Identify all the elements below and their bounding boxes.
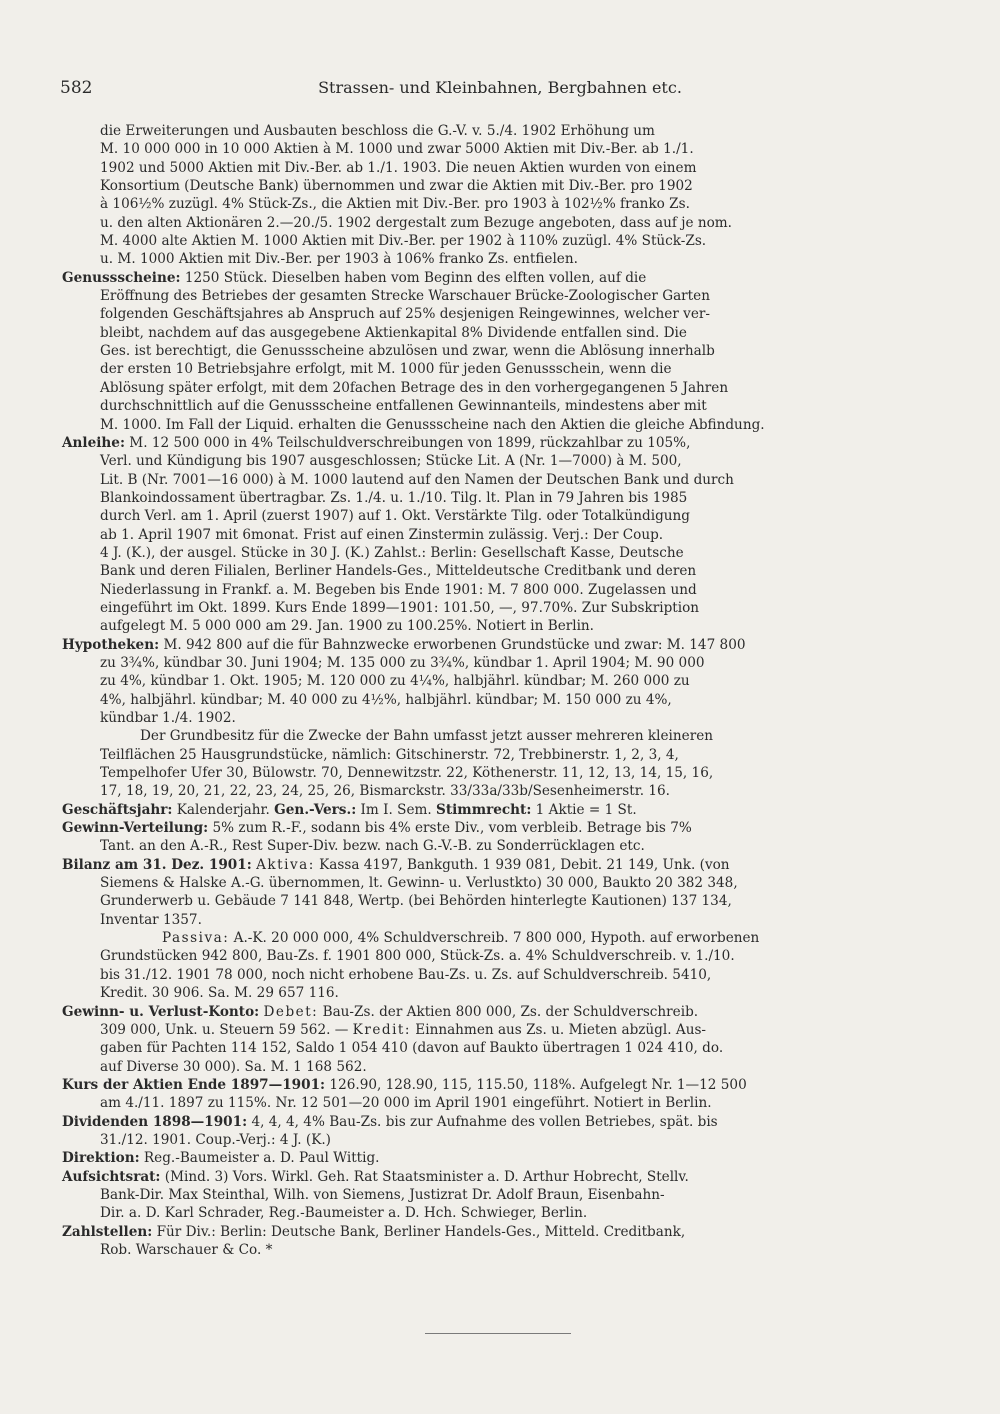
section-text: M. 12 500 000 in 4% Teilschuldverschreibungen von 1899, rückzahlbar zu 105%, xyxy=(129,434,691,451)
section-text: (Mind. 3) Vors. Wirkl. Geh. Rat Staatsminister a. D. Arthur Hobrecht, Stellv. xyxy=(164,1168,689,1185)
text-line xyxy=(100,1021,900,1039)
text-line: Ges. ist berechtigt, die Genussscheine abzulösen und zwar, wenn die Ablösung innerhalb xyxy=(100,343,715,360)
text-line: durch Verl. am 1. April (zuerst 1907) auf 1. Okt. Verstärkte Tilg. oder Totalkündigung xyxy=(100,508,691,525)
text-line: Grundstücken 942 800, Bau-Zs. f. 1901 800 000, Stück-Zs. a. 4% Schuldverschreib. v. 1./10. xyxy=(100,948,735,965)
kredit-label: Kredit: xyxy=(352,1021,411,1038)
section-first-line xyxy=(62,1113,900,1131)
section-first-line xyxy=(62,801,900,819)
text-line: Siemens & Halske A.-G. übernommen, lt. Gewinn- u. Verlustkto) 30 000, Baukto 20 382 348, xyxy=(100,875,738,892)
text-line: 4%, halbjährl. kündbar; M. 40 000 zu 4½%, halbjährl. kündbar; M. 150 000 zu 4%, xyxy=(100,691,672,708)
text-line: zu 4%, kündbar 1. Okt. 1905; M. 120 000 zu 4¼%, halbjährl. kündbar; M. 260 000 zu xyxy=(100,673,690,690)
section-first-line xyxy=(62,1168,900,1186)
text-line: Teilflächen 25 Hausgrundstücke, nämlich: Gitschinerstr. 72, Trebbinerstr. 1, 2, 3, 4, xyxy=(100,746,679,763)
text-line: Kredit. 30 906. Sa. M. 29 657 116. xyxy=(100,985,339,1002)
section-label: Kurs der Aktien Ende 1897—1901: xyxy=(62,1076,326,1093)
text-line: bleibt, nachdem auf das ausgegebene Aktienkapital 8% Dividende entfallen sind. Die xyxy=(100,324,687,341)
section-text: Kassa 4197, Bankguth. 1 939 081, Debit. 21 149, Unk. (von xyxy=(319,856,730,873)
section-label: Direktion: xyxy=(62,1150,140,1167)
text-line: Bank und deren Filialen, Berliner Handels-Ges., Mitteldeutsche Creditbank und deren xyxy=(100,563,697,580)
text-line: Ablösung später erfolgt, mit dem 20fachen Betrage des in den vorhergegangenen 5 Jahren xyxy=(100,379,729,396)
text-line: M. 4000 alte Aktien M. 1000 Aktien mit Div.-Ber. per 1902 à 110% zuzügl. 4% Stück-Zs. xyxy=(100,233,707,250)
section-text: 4, 4, 4, 4% Bau-Zs. bis zur Aufnahme des vollen Betriebes, spät. bis xyxy=(251,1113,718,1130)
section-direktion xyxy=(62,1149,900,1167)
text-line: 17, 18, 19, 20, 21, 22, 23, 24, 25, 26, Bismarckstr. 33/33a/33b/Sesenheimerstr. 16. xyxy=(100,783,670,800)
text-line: Lit. B (Nr. 7001—16 000) à M. 1000 lautend auf den Namen der Deutschen Bank und durch xyxy=(100,471,734,488)
passiva-line xyxy=(100,929,900,947)
section-first-line xyxy=(62,269,900,287)
text-line: bis 31./12. 1901 78 000, noch nicht erhobene Bau-Zs. u. Zs. auf Schuldverschreib. 5410, xyxy=(100,966,712,983)
section-label: Bilanz am 31. Dez. 1901: xyxy=(62,856,252,873)
section-label: Dividenden 1898—1901: xyxy=(62,1113,248,1130)
closing-rule xyxy=(425,1333,571,1334)
aktiva-label: Aktiva: xyxy=(256,856,315,873)
section-gewinn-verteilung xyxy=(62,819,900,856)
text-line: ab 1. April 1907 mit 6monat. Frist auf einen Zinstermin zulässig. Verj.: Der Coup. xyxy=(100,526,664,543)
text-line: kündbar 1./4. 1902. xyxy=(100,710,236,726)
text-line: auf Diverse 30 000). Sa. M. 1 168 562. xyxy=(100,1058,367,1075)
section-first-line xyxy=(62,1223,900,1241)
section-anleihe xyxy=(62,434,900,636)
running-head xyxy=(60,78,940,102)
section-label: Geschäftsjahr: xyxy=(62,801,173,818)
section-text: 5% zum R.-F., sodann bis 4% erste Div., vom verbleib. Betrage bis 7% xyxy=(212,820,692,837)
section-text: 126.90, 128.90, 115, 115.50, 118%. Aufgelegt Nr. 1—12 500 xyxy=(329,1076,747,1093)
section-text: Bau-Zs. der Aktien 800 000, Zs. der Schuldverschreib. xyxy=(322,1003,699,1020)
text-line: Der Grundbesitz für die Zwecke der Bahn umfasst jetzt ausser mehreren kleineren xyxy=(140,728,713,745)
text-line: Bank-Dir. Max Steinthal, Wilh. von Siemens, Justizrat Dr. Adolf Braun, Eisenbahn- xyxy=(100,1186,665,1203)
text-line: Dir. a. D. Karl Schrader, Reg.-Baumeister a. D. Hch. Schwieger, Berlin. xyxy=(100,1205,588,1222)
page-number: 582 xyxy=(60,78,93,98)
text-line: u. M. 1000 Aktien mit Div.-Ber. per 1903 à 106% franko Zs. entfielen. xyxy=(100,251,578,268)
text-line: Grunderwerb u. Gebäude 7 141 848, Wertp. (bei Behörden hinterlegte Kautionen) 137 134, xyxy=(100,893,732,910)
text-line: folgenden Geschäftsjahres ab Anspruch auf 25% desjenigen Reingewinnes, welcher ver- xyxy=(100,306,710,323)
text-line: gaben für Pachten 114 152, Saldo 1 054 410 (davon auf Baukto übertragen 1 024 410, do. xyxy=(100,1040,724,1057)
section-genussscheine xyxy=(62,269,900,434)
text-line: der ersten 10 Betriebsjahre erfolgt, mit M. 1000 für jeden Genussschein, wenn die xyxy=(100,361,672,378)
section-hypotheken xyxy=(62,636,900,801)
section-label: Genussscheine: xyxy=(62,269,181,286)
article-body xyxy=(62,122,900,1259)
section-geschaeftsjahr xyxy=(62,801,900,819)
section-text: M. 942 800 auf die für Bahnzwecke erworbenen Grundstücke und zwar: M. 147 800 xyxy=(163,636,746,653)
text-line: 4 J. (K.), der ausgel. Stücke in 30 J. (K.) Zahlst.: Berlin: Gesellschaft Kasse, Deutsche xyxy=(100,544,684,561)
text-line: Tant. an den A.-R., Rest Super-Div. bezw. nach G.-V.-B. zu Sonderrücklagen etc. xyxy=(100,838,645,855)
text-line: Verl. und Kündigung bis 1907 ausgeschlossen; Stücke Lit. A (Nr. 1—7000) à M. 500, xyxy=(100,453,682,470)
section-text: Im I. Sem. xyxy=(360,801,432,818)
section-text: 1 Aktie = 1 St. xyxy=(535,801,637,818)
section-kurs-der-aktien xyxy=(62,1076,900,1113)
text-line: Tempelhofer Ufer 30, Bülowstr. 70, Dennewitzstr. 22, Köthenerstr. 11, 12, 13, 14, 15, 16, xyxy=(100,765,714,782)
section-label: Aufsichtsrat: xyxy=(62,1168,161,1185)
text-line: u. den alten Aktionären 2.—20./5. 1902 dergestalt zum Bezuge angeboten, dass auf je nom. xyxy=(100,214,732,231)
text-line: aufgelegt M. 5 000 000 am 29. Jan. 1900 zu 100.25%. Notiert in Berlin. xyxy=(100,618,595,635)
section-label: Zahlstellen: xyxy=(62,1223,153,1240)
gen-vers-label: Gen.-Vers.: xyxy=(274,801,357,818)
section-text: 1250 Stück. Dieselben haben vom Beginn des elften vollen, auf die xyxy=(184,269,647,286)
stimmrecht-label: Stimmrecht: xyxy=(436,801,532,818)
section-text: Kalenderjahr. xyxy=(176,801,270,818)
section-text: A.-K. 20 000 000, 4% Schuldverschreib. 7 800 000, Hypoth. auf erworbenen xyxy=(233,930,760,947)
text-line: 1902 und 5000 Aktien mit Div.-Ber. ab 1./1. 1903. Die neuen Aktien wurden von einem xyxy=(100,159,697,176)
text-line: M. 1000. Im Fall der Liquid. erhalten die Genussscheine nach den Aktien die gleiche Abfindung. xyxy=(100,416,765,433)
section-first-line xyxy=(62,1076,900,1094)
section-label: Gewinn-Verteilung: xyxy=(62,820,209,837)
text-line: à 106½% zuzügl. 4% Stück-Zs., die Aktien mit Div.-Ber. pro 1903 à 102½% franko Zs. xyxy=(100,196,690,213)
text-line: Konsortium (Deutsche Bank) übernommen und zwar die Aktien mit Div.-Ber. pro 1902 xyxy=(100,178,693,195)
section-text: Für Div.: Berlin: Deutsche Bank, Berliner Handels-Ges., Mitteld. Creditbank, xyxy=(156,1223,686,1240)
section-aufsichtsrat xyxy=(62,1168,900,1223)
section-gewinn-verlust-konto xyxy=(62,1003,900,1076)
section-bilanz xyxy=(62,856,900,1003)
section-first-line xyxy=(62,434,900,452)
section-first-line xyxy=(62,1149,900,1167)
section-first-line xyxy=(62,819,900,837)
text-line: Inventar 1357. xyxy=(100,911,202,928)
text-line: Blankoindossament übertragbar. Zs. 1./4. u. 1./10. Tilg. lt. Plan in 79 Jahren bis 1985 xyxy=(100,489,688,506)
section-text: Reg.-Baumeister a. D. Paul Wittig. xyxy=(143,1150,380,1167)
text-line: eingeführt im Okt. 1899. Kurs Ende 1899—1901: 101.50, —, 97.70%. Zur Subskription xyxy=(100,599,700,616)
text-line: Rob. Warschauer & Co. * xyxy=(100,1241,273,1258)
passiva-label: Passiva: xyxy=(162,930,230,947)
section-label: Gewinn- u. Verlust-Konto: xyxy=(62,1003,260,1020)
section-label: Anleihe: xyxy=(62,434,125,451)
section-dividenden xyxy=(62,1113,900,1150)
section-zahlstellen xyxy=(62,1223,900,1260)
text-line: die Erweiterungen und Ausbauten beschloss die G.-V. v. 5./4. 1902 Erhöhung um xyxy=(100,123,655,139)
section-text: 309 000, Unk. u. Steuern 59 562. — xyxy=(100,1021,349,1038)
text-line: am 4./11. 1897 zu 115%. Nr. 12 501—20 000 im April 1901 eingeführt. Notiert in Berlin. xyxy=(100,1095,712,1112)
text-line: zu 3¾%, kündbar 30. Juni 1904; M. 135 000 zu 3¾%, kündbar 1. April 1904; M. 90 000 xyxy=(100,654,705,671)
intro-paragraph xyxy=(100,122,900,269)
text-line: durchschnittlich auf die Genussscheine entfallenen Gewinnanteils, mindestens aber mit xyxy=(100,398,707,415)
section-label: Hypotheken: xyxy=(62,636,160,653)
section-first-line xyxy=(62,636,900,654)
debet-label: Debet: xyxy=(263,1003,319,1020)
text-line: Niederlassung in Frankf. a. M. Begeben bis Ende 1901: M. 7 800 000. Zugelassen und xyxy=(100,581,697,598)
section-first-line xyxy=(62,1003,900,1021)
running-title: Strassen- und Kleinbahnen, Bergbahnen etc. xyxy=(318,78,682,97)
text-line: 31./12. 1901. Coup.-Verj.: 4 J. (K.) xyxy=(100,1131,331,1148)
text-line: Eröffnung des Betriebes der gesamten Strecke Warschauer Brücke-Zoologischer Garten xyxy=(100,288,710,305)
text-line: M. 10 000 000 in 10 000 Aktien à M. 1000 und zwar 5000 Aktien mit Div.-Ber. ab 1./1. xyxy=(100,141,694,158)
section-first-line xyxy=(62,856,900,874)
section-text: Einnahmen aus Zs. u. Mieten abzügl. Aus- xyxy=(415,1021,707,1038)
